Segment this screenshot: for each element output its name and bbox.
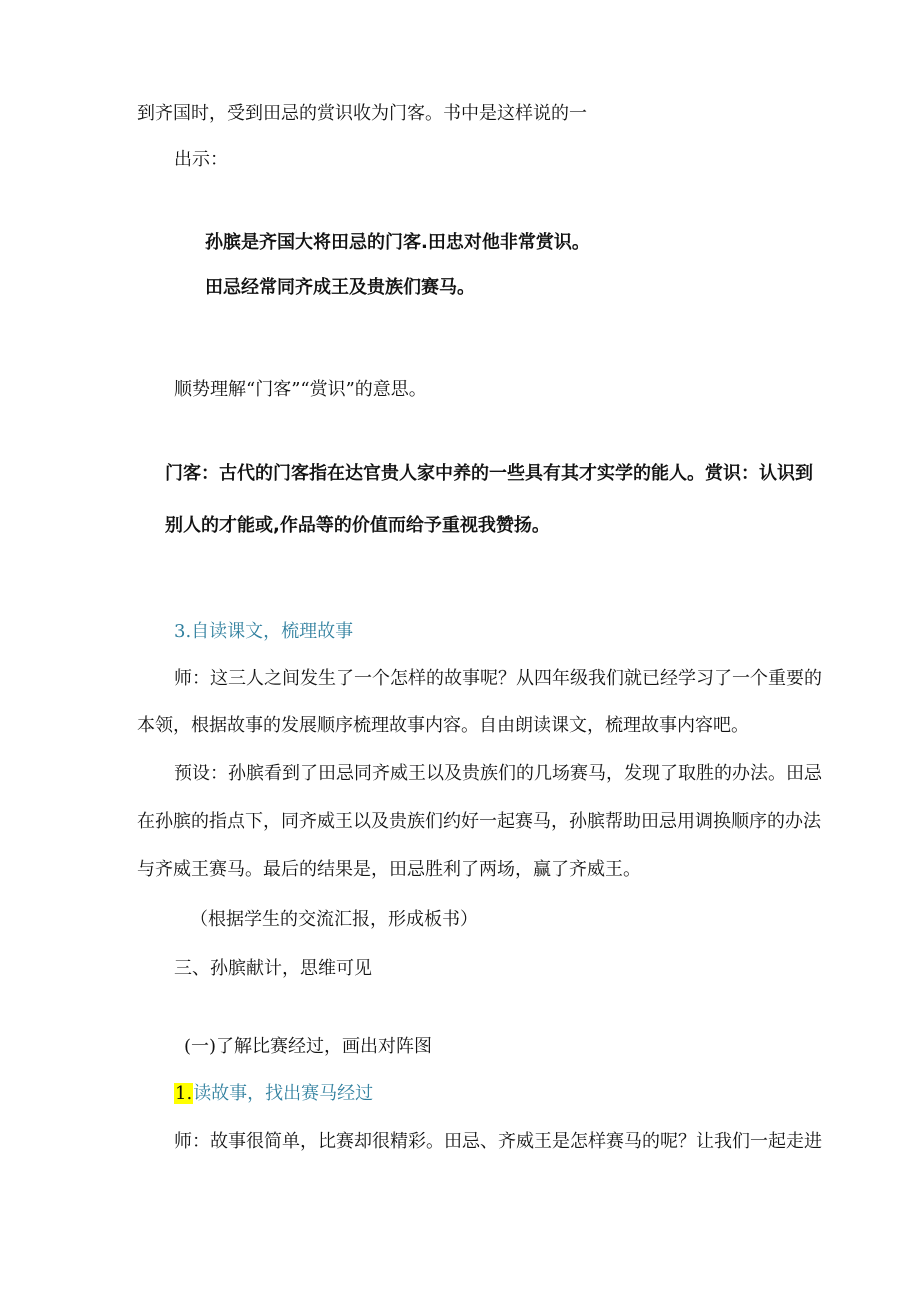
preset-line-1: 预设：孙膑看到了田忌同齐威王以及贵族们的几场赛马，发现了取胜的办法。田忌 — [174, 763, 822, 784]
text-line-understand: 顺势理解“门客”“赏识”的意思。 — [174, 379, 427, 400]
quote-line-1: 孙膑是齐国大将田忌的门客.田忠对他非常赏识。 — [205, 232, 590, 253]
item-heading-text: 读故事，找出赛马经过 — [193, 1083, 374, 1104]
board-note: （根据学生的交流汇报，形成板书） — [190, 909, 478, 930]
item-heading-1 — [174, 1082, 373, 1106]
quote-line-2: 田忌经常同齐成王及贵族们赛马。 — [205, 277, 475, 298]
teacher-line-1b: 本领，根据故事的发展顺序梳理故事内容。自由朗读课文，梳理故事内容吧。 — [137, 715, 749, 736]
text-line-intro: 到齐国时，受到田忌的赏识收为门客。书中是这样说的一 — [137, 103, 587, 124]
subheading-1: (一)了解比赛经过，画出对阵图 — [184, 1036, 433, 1057]
teacher-line-1a: 师：这三人之间发生了一个怎样的故事呢？从四年级我们就已经学习了一个重要的 — [174, 668, 822, 689]
section-heading-3: 3.自读课文，梳理故事 — [174, 621, 354, 642]
part-heading-3: 三、孙膑献计，思维可见 — [174, 958, 372, 979]
text-line-show: 出示： — [174, 149, 228, 170]
preset-line-3: 与齐威王赛马。最后的结果是，田忌胜利了两场，赢了齐威王。 — [137, 859, 641, 880]
definition-line-2: 别人的才能或,作品等的价值而给予重视我赞扬。 — [165, 515, 550, 536]
item-number-highlight: 1. — [175, 1083, 193, 1104]
teacher-line-2: 师：故事很简单，比赛却很精彩。田忌、齐威王是怎样赛马的呢？让我们一起走进 — [174, 1131, 822, 1152]
definition-line-1: 门客：古代的门客指在达官贵人家中养的一些具有其才实学的能人。赏识：认识到 — [165, 463, 813, 484]
preset-line-2: 在孙膑的指点下，同齐威王以及贵族们约好一起赛马，孙膑帮助田忌用调换顺序的办法 — [137, 811, 821, 832]
